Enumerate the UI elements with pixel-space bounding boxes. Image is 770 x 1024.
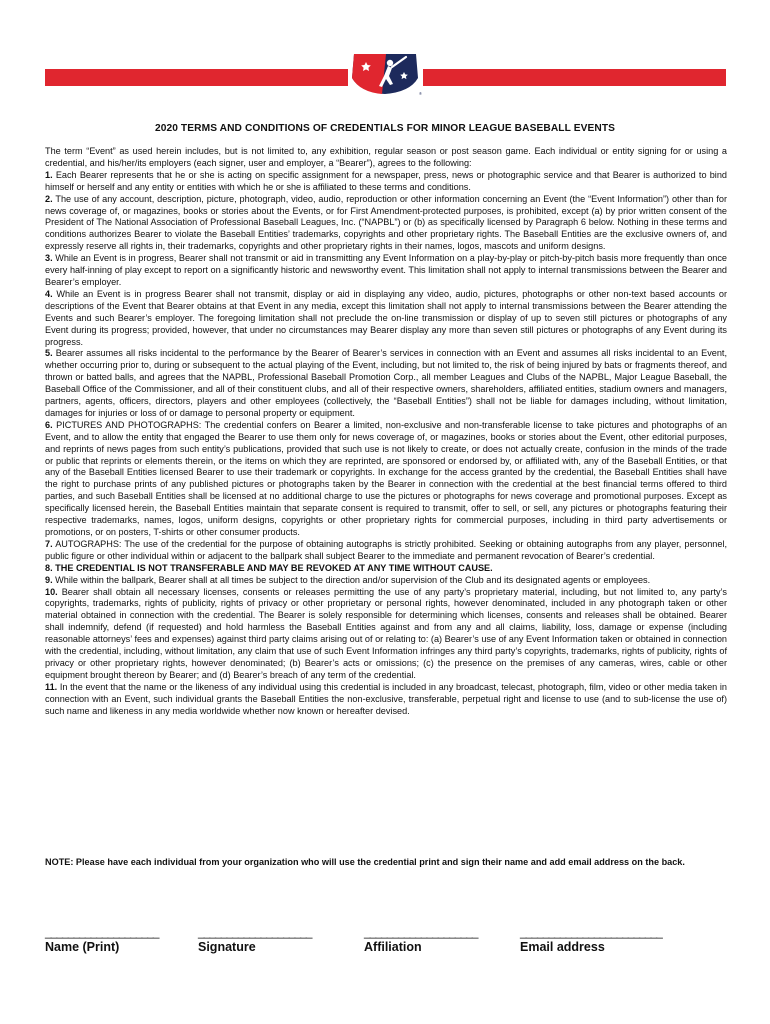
clause-4 xyxy=(45,289,727,349)
clause-text: While an Event is in progress Bearer shall not transmit, display or aid in displaying any video, audio, pictures, photographs or other non-text based accounts or descriptions of the Event that Bearer obtains at that Event in any media, except this limitation shall not apply to internal transmissions between the Bearer attending the Events and such Bearer’s employer. The foregoing limitation shall not preclude the on-line transmission or display of up to seven still pictures or photographs of any Event during its progress; provided, however, that under no circumstances may Bearer display any more than seven still pictures or photographs of any Event during its progress. xyxy=(45,288,727,347)
milb-logo-icon xyxy=(346,48,424,96)
clause-number: 1. xyxy=(45,169,53,180)
clause-text: Each Bearer represents that he or she is acting on specific assignment for a newspaper, press, news or photographic service and that Bearer is authorized to bind himself or herself and any entity or entities with which he or she is affiliated to these terms and conditions. xyxy=(45,169,727,192)
signature-line[interactable]: ____________________ xyxy=(198,925,312,939)
header-bar-right xyxy=(423,69,726,86)
clause-10 xyxy=(45,587,727,682)
clause-6 xyxy=(45,420,727,539)
clause-number: 7. xyxy=(45,538,53,549)
terms-body xyxy=(45,146,727,718)
clause-9 xyxy=(45,575,727,587)
clause-number: 6. xyxy=(45,419,53,430)
email-address-line[interactable]: _________________________ xyxy=(520,925,662,939)
clause-8 xyxy=(45,563,727,575)
clause-text: AUTOGRAPHS: The use of the credential for the purpose of obtaining autographs is strictly prohibited. Seeking or obtaining autographs from any player, personnel, public figure or other individual within or adjacent to the ballpark shall subject Bearer to the immediate and permanent revocation of Bearer’s credential. xyxy=(45,538,728,561)
document-title: 2020 TERMS AND CONDITIONS OF CREDENTIALS FOR MINOR LEAGUE BASEBALL EVENTS xyxy=(154,123,616,134)
clause-number: 11. xyxy=(45,681,58,692)
clause-text: Bearer shall obtain all necessary licenses, consents or releases permitting the use of any party’s proprietary material, including, but not limited to, any party’s copyrights, trademarks, rights of publicity, rights of privacy or other proprietary or personal rights, however denominated, included in any photograph taken or other material obtained in connection with the credential. The Bearer is solely responsible for determining which licenses, consents and releases shall be obtained. Bearer shall indemnify, defend (if requested) and hold harmless the Baseball Entities against and from any and all claims, liability, loss, damage or expense (including reasonable attorneys’ fees and expenses) against third party claims arising out of or relating to: (a) Bearer’s use of any Event Information taken or obtained in connection with the credential, including, without limitation, any claim that use of such Event Information infringes any third party’s copyrights, trademarks, rights of publicity, rights of privacy or other proprietary rights, however denominated; (b) Bearer’s acts or omissions; (c) the presence on the premises of any cameras, wires, cable or other equipment brought thereon by Bearer; and (d) Bearer’s breach of any term of the credential. xyxy=(45,586,727,680)
clause-text: While within the ballpark, Bearer shall at all times be subject to the direction and/or supervision of the Club and its designated agents or employees. xyxy=(55,574,651,585)
clause-3 xyxy=(45,253,727,289)
clause-text: The use of any account, description, picture, photograph, video, audio, reproduction or other information concerning an Event (the “Event Information”) other than for news coverage of, or magazines, books or stories about the Events, or for First Amendment-protected purposes, is prohibited, except (a) by prior written consent of the President of The National Association of Professional Baseball Leagues, Inc. (“NAPBL”) or (b) as specifically licensed by Paragraph 6 below. Nothing in these terms and conditions authorizes Bearer to violate the Baseball Entities’ trademarks, copyrights and other proprietary rights. The Baseball Entities are the exclusive owners of, and expressly reserve all rights in, their trademarks, copyrights and other proprietary rights in their names, logos, mascots and uniform designs. xyxy=(45,193,728,252)
clause-number: 5. xyxy=(45,348,53,359)
intro-paragraph: The term “Event” as used herein includes, but is not limited to, any exhibition, regular season or post season game. Each individual or entity signing for or using a credential, and his/her/its employers (each signer, user and employer, a “Bearer”), agrees to the following: xyxy=(45,146,727,168)
clause-text: Bearer assumes all risks incidental to the performance by the Bearer of Bearer’s services in connection with an Event and assumes all risks incidental to an Event, whether occurring prior to, during or subsequent to the actual playing of the Event, including, but not limited to, the risk of being injured by bats or fragments thereof, and thrown or batted balls, and agrees that the NAPBL, Professional Baseball Promotion Corp., all member Leagues and Clubs of the NAPBL, Major League Baseball, the Baseball Office of the Commissioner, and all of their constituent clubs, and all of their respective owners, shareholders, affiliated entities, stadium owners and managers, partners, agents, officers, directors, players and other employees (collectively, the “Baseball Entities”) shall not be liable for damages including, without limitation, damages for injuries or loss of or damage to personal property or equipment. xyxy=(45,348,728,418)
header-bar-left xyxy=(45,69,348,86)
clause-text: While an Event is in progress, Bearer shall not transmit or aid in transmitting any Event Information on a play-by-play or pitch-by-pitch basis more frequently than once every half-inning of play except to report on a significantly historic and newsworthy event. This limitation shall not apply to internal transmissions between the Bearer and Bearer’s employer. xyxy=(45,253,727,287)
clause-number: 2. xyxy=(45,193,53,204)
clause-number: 3. xyxy=(45,253,53,264)
clause-5 xyxy=(45,348,727,419)
affiliation-label: Affiliation xyxy=(364,940,422,954)
clause-text: THE CREDENTIAL IS NOT TRANSFERABLE AND MAY BE REVOKED AT ANY TIME WITHOUT CAUSE. xyxy=(55,562,493,573)
signature-label: Signature xyxy=(198,940,256,954)
clause-2 xyxy=(45,194,727,254)
clause-7 xyxy=(45,539,727,563)
clause-11 xyxy=(45,682,727,718)
email-address-label: Email address xyxy=(520,940,605,954)
name-print-line[interactable]: ____________________ xyxy=(45,925,159,939)
svg-text:®: ® xyxy=(419,91,422,96)
clause-text: PICTURES AND PHOTOGRAPHS: The credential confers on Bearer a limited, non-exclusive and non-transferable license to take pictures and photographs of an Event, and to allow the entity that engaged the Bearer to use them only for news coverage of, or magazines, books or stories about the Event, other editorial purposes, and reprints of news pages from such entity’s publications, provided that such use is not likely to create, or does not actually create, confusion in the minds of the trade or public that reprints or elements therein, or the items on which they are reprinted, are sponsored or endorsed by, or affiliated with, any of the Baseball Entities, or that any of the Baseball Entities licensed Bearer to use their trademark or copyrights. In exchange for the access granted by the credential, the Baseball Entities shall have the right to purchase prints of any published pictures or photographs taken by the Bearer in connection with the credential at the best financial terms offered to third parties, and such Baseball Entities shall be licensed at no additional charge to use the pictures or photographs for news coverage and promotional purposes. Except as specifically licensed herein, the Baseball Entities maintain that separate consent is required to transmit, offer to sell, or sell, any pictures or photographs featuring their respective trademarks, names, logos, uniform designs, copyrights or other proprietary rights for commercial purposes, including in third party advertisements or promotions, or on posters, T-shirts or other consumer products. xyxy=(45,419,727,537)
clause-text: In the event that the name or the likeness of any individual using this credential is included in any broadcast, telecast, photograph, film, video or other media taken in connection with an Event, such individual grants the Baseball Entities the non-exclusive, transferable, perpetual right and license to use (and to sub-license the use of) such name and likeness in any media worldwide whether now known or hereafter devised. xyxy=(45,681,727,716)
note-text: NOTE: Please have each individual from your organization who will use the credential print and sign their name and add email address on the back. xyxy=(45,857,685,867)
clause-number: 10. xyxy=(45,586,58,597)
clause-1 xyxy=(45,170,727,194)
affiliation-line[interactable]: ____________________ xyxy=(364,925,478,939)
clause-number: 4. xyxy=(45,288,53,299)
name-print-label: Name (Print) xyxy=(45,940,120,954)
clause-number: 9. xyxy=(45,574,53,585)
clause-number: 8. xyxy=(45,562,53,573)
